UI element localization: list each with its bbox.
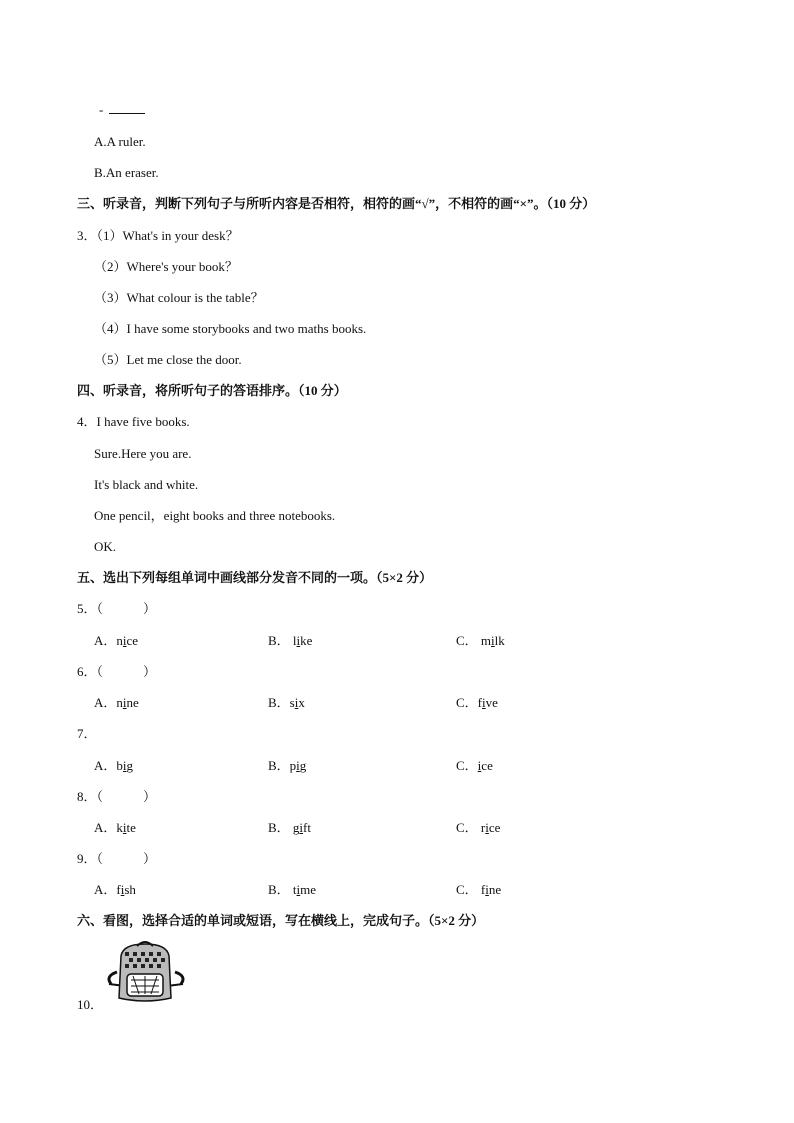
sentence-item: （1）What's in your desk？	[96, 228, 239, 243]
question-5	[77, 600, 156, 618]
choice-a: A．nice	[94, 633, 139, 648]
question-4: 4．I have five books.	[77, 414, 190, 429]
section-3-title: 三、听录音，判断下列句子与所听内容是否相符，相符的画“√”，不相符的画“×”。（10 分）	[77, 196, 596, 211]
question-3	[77, 227, 239, 245]
answer-item: OK.	[94, 539, 117, 554]
option-b: B.An eraser.	[94, 165, 159, 180]
choice-c: C．five	[456, 695, 498, 710]
question-number: 5．（	[77, 601, 104, 616]
answer-line	[99, 101, 145, 119]
section-5-title: 五、选出下列每组单词中画线部分发音不同的一项。（5×2 分）	[77, 570, 433, 585]
paren-close: ）	[143, 664, 157, 679]
paren-close: ）	[143, 601, 157, 616]
question-8	[77, 788, 156, 806]
question-number: 6．（	[77, 664, 104, 679]
answer-item: One pencil，eight books and three notebooks.	[94, 508, 336, 523]
choice-b: B． like	[268, 633, 313, 648]
question-number: 9．（	[77, 851, 104, 866]
question-number: 7．	[77, 726, 97, 741]
blank-line	[109, 103, 145, 114]
dash: -	[99, 102, 104, 117]
choice-a: A．fish	[94, 882, 136, 897]
sentence-item: （5）Let me close the door.	[94, 352, 242, 367]
choice-a: A．big	[94, 758, 134, 773]
question-7	[77, 725, 97, 743]
choice-a: A．nine	[94, 695, 139, 710]
sentence-item: （3）What colour is the table？	[94, 290, 264, 305]
choice-c: C． milk	[456, 633, 505, 648]
choice-a: A．kite	[94, 820, 136, 835]
choice-c: C． fine	[456, 882, 502, 897]
choice-b: B．pig	[268, 758, 307, 773]
option-a: A.A ruler.	[94, 134, 146, 149]
choice-b: B． gift	[268, 820, 311, 835]
answer-item: Sure.Here you are.	[94, 446, 192, 461]
choice-c: C．ice	[456, 758, 493, 773]
section-4-title: 四、听录音，将所听句子的答语排序。（10 分）	[77, 383, 347, 398]
question-9	[77, 850, 156, 868]
question-10: 10．	[77, 997, 104, 1012]
question-number: 8．（	[77, 789, 104, 804]
paren-close: ）	[143, 789, 157, 804]
section-6-title: 六、看图，选择合适的单词或短语，写在横线上，完成句子。（5×2 分）	[77, 913, 485, 928]
sentence-item: （2）Where's your book？	[94, 259, 238, 274]
schoolbag-icon	[103, 940, 189, 1006]
sentence-item: （4）I have some storybooks and two maths books.	[94, 321, 367, 336]
question-number: 3．	[77, 228, 97, 243]
paren-close: ）	[143, 851, 157, 866]
question-6	[77, 663, 156, 681]
choice-c: C． rice	[456, 820, 501, 835]
choice-b: B． time	[268, 882, 317, 897]
answer-item: It's black and white.	[94, 477, 199, 492]
choice-b: B．six	[268, 695, 305, 710]
